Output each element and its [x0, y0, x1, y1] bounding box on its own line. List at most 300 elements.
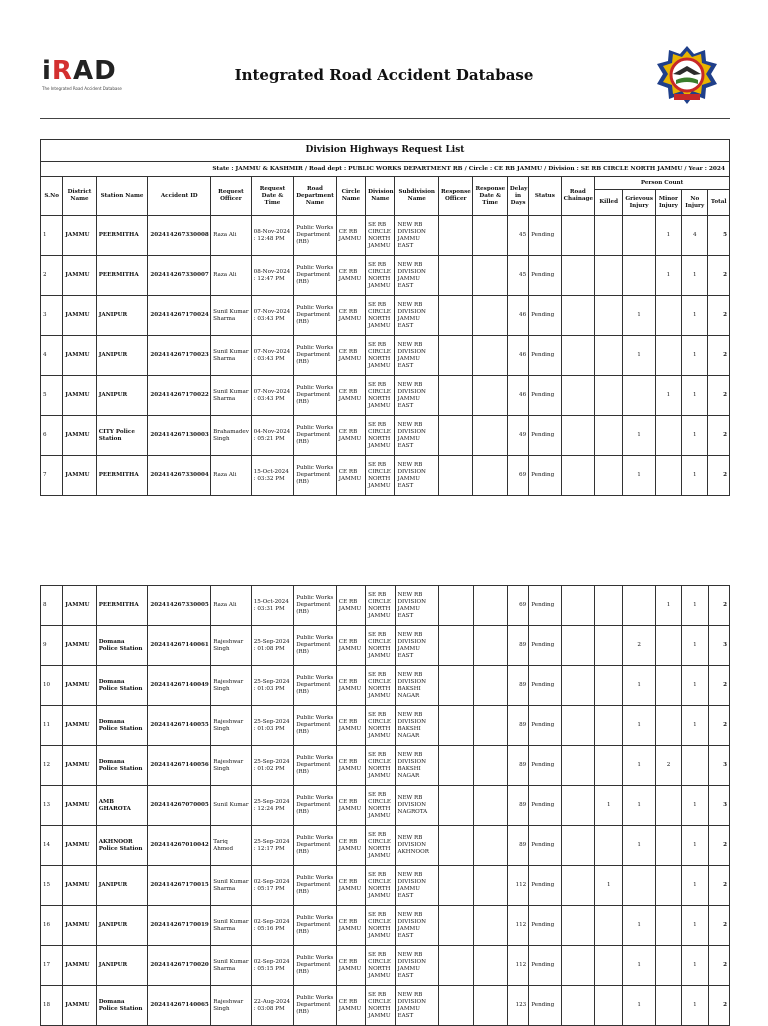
cell-no-injury: 1 — [682, 336, 708, 376]
cell-total: 2 — [708, 376, 730, 416]
cell-no-injury: 1 — [682, 256, 708, 296]
cell-subdivision: NEW RB DIVISION JAMMU EAST — [395, 456, 439, 496]
cell-accident-id: 202414267330007 — [148, 256, 211, 296]
cell-minor — [655, 666, 681, 706]
cell-chainage — [561, 906, 594, 946]
cell-road-dept: Public Works Department (RB) — [294, 746, 337, 786]
cell-grievous — [623, 866, 655, 906]
cell-killed — [595, 376, 623, 416]
table-row — [41, 216, 730, 256]
cell-delay: 46 — [507, 376, 528, 416]
cell-sno: 7 — [41, 456, 63, 496]
cell-division: SE RB CIRCLE NORTH JAMMU — [366, 586, 395, 626]
cell-status: Pending — [529, 336, 561, 376]
cell-request-dt: 02-Sep-2024 : 05:17 PM — [251, 866, 294, 906]
cell-subdivision: NEW RB DIVISION JAMMU EAST — [395, 256, 439, 296]
cell-no-injury: 1 — [682, 986, 708, 1026]
cell-officer: Raza Ali — [211, 586, 252, 626]
cell-response-dt — [473, 336, 507, 376]
cell-total: 2 — [708, 336, 730, 376]
cell-subdivision: NEW RB DIVISION JAMMU EAST — [395, 866, 439, 906]
cell-subdivision: NEW RB DIVISION JAMMU EAST — [395, 376, 439, 416]
cell-response-officer — [439, 376, 473, 416]
cell-accident-id: 202414267330008 — [148, 216, 211, 256]
cell-minor — [655, 706, 681, 746]
cell-minor — [655, 946, 681, 986]
table-row — [41, 336, 730, 376]
table-row — [41, 256, 730, 296]
header-divider — [40, 118, 730, 119]
cell-request-dt: 08-Nov-2024 : 12:47 PM — [251, 256, 294, 296]
cell-subdivision: NEW RB DIVISION BAKSHI NAGAR — [395, 746, 439, 786]
cell-status: Pending — [529, 416, 561, 456]
cell-sno: 8 — [41, 586, 63, 626]
cell-total: 3 — [708, 746, 729, 786]
cell-killed — [595, 906, 623, 946]
cell-response-officer — [439, 826, 473, 866]
cell-response-dt — [473, 376, 507, 416]
cell-response-dt — [473, 456, 507, 496]
col-header-response-officer: Response Officer — [439, 177, 473, 216]
col-header-total: Total — [708, 190, 730, 216]
cell-road-dept: Public Works Department (RB) — [294, 986, 337, 1026]
cell-response-dt — [473, 586, 507, 626]
cell-station: PEERMITHA — [96, 586, 148, 626]
cell-minor — [655, 416, 681, 456]
cell-minor — [655, 456, 681, 496]
cell-district: JAMMU — [63, 826, 96, 866]
cell-station: CITY Police Station — [96, 416, 148, 456]
cell-subdivision: NEW RB DIVISION AKHNOOR — [395, 826, 439, 866]
table-title: Division Highways Request List — [41, 140, 730, 162]
cell-grievous: 1 — [623, 986, 655, 1026]
cell-response-officer — [439, 866, 473, 906]
cell-officer: Raza Ali — [211, 456, 252, 496]
cell-road-dept: Public Works Department (RB) — [294, 786, 337, 826]
table-row — [41, 416, 730, 456]
cell-response-dt — [473, 666, 507, 706]
cell-minor — [655, 866, 681, 906]
cell-sno: 1 — [41, 216, 63, 256]
col-header-person-count: Person Count — [595, 177, 730, 190]
cell-response-dt — [473, 296, 507, 336]
cell-chainage — [561, 746, 594, 786]
cell-road-dept: Public Works Department (RB) — [294, 586, 337, 626]
cell-subdivision: NEW RB DIVISION NAGROTA — [395, 786, 439, 826]
cell-sno: 13 — [41, 786, 63, 826]
cell-district: JAMMU — [63, 296, 96, 336]
cell-sno: 9 — [41, 626, 63, 666]
col-header-subdivision: Subdivision Name — [395, 177, 439, 216]
cell-road-dept: Public Works Department (RB) — [294, 376, 337, 416]
cell-district: JAMMU — [63, 216, 96, 256]
col-header-response-dt: Response Date & Time — [473, 177, 507, 216]
cell-total: 2 — [708, 296, 730, 336]
cell-district: JAMMU — [63, 946, 96, 986]
cell-district: JAMMU — [63, 626, 96, 666]
cell-accident-id: 202414267070005 — [148, 786, 211, 826]
cell-total: 2 — [708, 666, 729, 706]
cell-killed — [595, 946, 623, 986]
cell-delay: 69 — [507, 456, 528, 496]
cell-road-dept: Public Works Department (RB) — [294, 866, 337, 906]
cell-status: Pending — [529, 586, 561, 626]
cell-division: SE RB CIRCLE NORTH JAMMU — [366, 746, 395, 786]
cell-sno: 16 — [41, 906, 63, 946]
cell-request-dt: 15-Oct-2024 : 03:31 PM — [251, 586, 294, 626]
cell-circle: CE RB JAMMU — [336, 376, 365, 416]
cell-subdivision: NEW RB DIVISION BAKSHI NAGAR — [395, 666, 439, 706]
cell-grievous: 1 — [623, 456, 655, 496]
cell-killed — [595, 746, 623, 786]
cell-no-injury: 1 — [682, 706, 708, 746]
page-header — [0, 0, 768, 118]
cell-chainage — [561, 986, 594, 1026]
requests-table-page1 — [40, 139, 730, 496]
cell-accident-id: 202414267330005 — [148, 586, 211, 626]
table-row — [41, 826, 730, 866]
cell-road-dept: Public Works Department (RB) — [294, 626, 337, 666]
cell-status: Pending — [529, 256, 561, 296]
cell-circle: CE RB JAMMU — [336, 216, 365, 256]
cell-grievous — [623, 376, 655, 416]
cell-response-dt — [473, 416, 507, 456]
cell-no-injury: 4 — [682, 216, 708, 256]
cell-grievous: 2 — [623, 626, 655, 666]
jk-police-emblem-icon — [654, 44, 720, 108]
cell-officer: Sunil Kumar Sharma — [211, 906, 252, 946]
cell-minor — [655, 826, 681, 866]
cell-station: JANIPUR — [96, 906, 148, 946]
cell-circle: CE RB JAMMU — [336, 866, 365, 906]
cell-status: Pending — [529, 456, 561, 496]
cell-request-dt: 25-Sep-2024 : 12:24 PM — [251, 786, 294, 826]
cell-division: SE RB CIRCLE NORTH JAMMU — [366, 456, 395, 496]
cell-subdivision: NEW RB DIVISION JAMMU EAST — [395, 946, 439, 986]
cell-chainage — [561, 296, 594, 336]
col-header-killed: Killed — [595, 190, 623, 216]
cell-station: JANIPUR — [96, 946, 148, 986]
table-body-page2 — [41, 586, 730, 1026]
cell-district: JAMMU — [63, 666, 96, 706]
cell-response-dt — [473, 826, 507, 866]
cell-division: SE RB CIRCLE NORTH JAMMU — [366, 946, 395, 986]
cell-no-injury: 1 — [682, 946, 708, 986]
cell-station: JANIPUR — [96, 866, 148, 906]
cell-killed — [595, 456, 623, 496]
cell-no-injury: 1 — [682, 586, 708, 626]
table-row — [41, 376, 730, 416]
cell-killed — [595, 986, 623, 1026]
cell-chainage — [561, 216, 594, 256]
cell-station: AKHNOOR Police Station — [96, 826, 148, 866]
cell-district: JAMMU — [63, 746, 96, 786]
cell-delay: 89 — [507, 626, 528, 666]
cell-sno: 2 — [41, 256, 63, 296]
col-header-minor: Minor Injury — [655, 190, 681, 216]
cell-request-dt: 22-Aug-2024 : 03:08 PM — [251, 986, 294, 1026]
cell-minor: 1 — [655, 376, 681, 416]
cell-officer: Raza Ali — [211, 256, 252, 296]
cell-delay: 112 — [507, 906, 528, 946]
cell-sno: 17 — [41, 946, 63, 986]
logo-tagline: The Integrated Road Accident Database — [42, 86, 122, 91]
cell-accident-id: 202414267170015 — [148, 866, 211, 906]
cell-no-injury: 1 — [682, 376, 708, 416]
cell-response-officer — [439, 456, 473, 496]
cell-total: 2 — [708, 586, 729, 626]
cell-total: 2 — [708, 706, 729, 746]
cell-killed: 1 — [595, 786, 623, 826]
cell-subdivision: NEW RB DIVISION JAMMU EAST — [395, 586, 439, 626]
cell-division: SE RB CIRCLE NORTH JAMMU — [366, 866, 395, 906]
cell-grievous: 1 — [623, 826, 655, 866]
cell-response-dt — [473, 906, 507, 946]
cell-chainage — [561, 626, 594, 666]
cell-minor: 1 — [655, 256, 681, 296]
cell-circle: CE RB JAMMU — [336, 626, 365, 666]
table-row — [41, 456, 730, 496]
cell-accident-id: 202414267140065 — [148, 986, 211, 1026]
cell-division: SE RB CIRCLE NORTH JAMMU — [366, 906, 395, 946]
col-header-sno: S.No — [41, 177, 63, 216]
cell-sno: 12 — [41, 746, 63, 786]
col-header-chainage: Road Chainage — [561, 177, 594, 216]
cell-status: Pending — [529, 746, 561, 786]
cell-station: PEERMITHA — [96, 216, 148, 256]
cell-accident-id: 202414267170024 — [148, 296, 211, 336]
cell-division: SE RB CIRCLE NORTH JAMMU — [366, 626, 395, 666]
cell-division: SE RB CIRCLE NORTH JAMMU — [366, 376, 395, 416]
cell-district: JAMMU — [63, 706, 96, 746]
cell-grievous: 1 — [623, 746, 655, 786]
cell-subdivision: NEW RB DIVISION JAMMU EAST — [395, 416, 439, 456]
col-header-accident-id: Accident ID — [148, 177, 211, 216]
cell-request-dt: 07-Nov-2024 : 03:43 PM — [251, 376, 294, 416]
table-row — [41, 786, 730, 826]
cell-accident-id: 202414267140061 — [148, 626, 211, 666]
cell-request-dt: 15-Oct-2024 : 03:32 PM — [251, 456, 294, 496]
cell-response-officer — [439, 336, 473, 376]
cell-killed — [595, 826, 623, 866]
cell-minor: 1 — [655, 216, 681, 256]
col-header-status: Status — [529, 177, 561, 216]
cell-chainage — [561, 786, 594, 826]
cell-response-officer — [439, 626, 473, 666]
cell-station: Domana Police Station — [96, 626, 148, 666]
col-header-station: Station Name — [96, 177, 148, 216]
cell-road-dept: Public Works Department (RB) — [294, 826, 337, 866]
cell-officer: Rajeshwar Singh — [211, 666, 252, 706]
cell-officer: Rajeshwar Singh — [211, 746, 252, 786]
cell-status: Pending — [529, 786, 561, 826]
cell-total: 2 — [708, 456, 730, 496]
cell-accident-id: 202414267170022 — [148, 376, 211, 416]
cell-subdivision: NEW RB DIVISION JAMMU EAST — [395, 986, 439, 1026]
cell-chainage — [561, 666, 594, 706]
col-header-officer: Request Officer — [211, 177, 252, 216]
cell-response-officer — [439, 786, 473, 826]
cell-minor — [655, 986, 681, 1026]
cell-response-dt — [473, 786, 507, 826]
cell-road-dept: Public Works Department (RB) — [294, 706, 337, 746]
cell-district: JAMMU — [63, 786, 96, 826]
cell-total: 2 — [708, 986, 729, 1026]
cell-no-injury: 1 — [682, 456, 708, 496]
cell-subdivision: NEW RB DIVISION JAMMU EAST — [395, 216, 439, 256]
cell-circle: CE RB JAMMU — [336, 666, 365, 706]
cell-division: SE RB CIRCLE NORTH JAMMU — [366, 706, 395, 746]
cell-grievous: 1 — [623, 786, 655, 826]
col-header-circle: Circle Name — [336, 177, 365, 216]
cell-officer: Brahamadev Singh — [211, 416, 252, 456]
cell-response-dt — [473, 866, 507, 906]
cell-division: SE RB CIRCLE NORTH JAMMU — [366, 416, 395, 456]
cell-officer: Sunil Kumar Sharma — [211, 866, 252, 906]
cell-circle: CE RB JAMMU — [336, 416, 365, 456]
cell-request-dt: 02-Sep-2024 : 05:16 PM — [251, 906, 294, 946]
cell-circle: CE RB JAMMU — [336, 746, 365, 786]
cell-circle: CE RB JAMMU — [336, 586, 365, 626]
cell-total: 2 — [708, 906, 729, 946]
cell-killed: 1 — [595, 866, 623, 906]
cell-total: 5 — [708, 216, 730, 256]
cell-minor — [655, 336, 681, 376]
table-row — [41, 706, 730, 746]
cell-officer: Rajeshwar Singh — [211, 626, 252, 666]
cell-station: Domana Police Station — [96, 746, 148, 786]
cell-grievous: 1 — [623, 336, 655, 376]
cell-minor — [655, 786, 681, 826]
cell-accident-id: 202414267010042 — [148, 826, 211, 866]
cell-chainage — [561, 826, 594, 866]
table-row — [41, 906, 730, 946]
cell-officer: Sunil Kumar Sharma — [211, 336, 252, 376]
cell-delay: 45 — [507, 216, 528, 256]
cell-total: 3 — [708, 786, 729, 826]
cell-request-dt: 25-Sep-2024 : 01:03 PM — [251, 666, 294, 706]
cell-grievous — [623, 586, 655, 626]
cell-circle: CE RB JAMMU — [336, 946, 365, 986]
cell-circle: CE RB JAMMU — [336, 706, 365, 746]
cell-sno: 15 — [41, 866, 63, 906]
cell-officer: Raza Ali — [211, 216, 252, 256]
cell-subdivision: NEW RB DIVISION JAMMU EAST — [395, 296, 439, 336]
cell-accident-id: 202414267140049 — [148, 666, 211, 706]
cell-no-injury: 1 — [682, 906, 708, 946]
cell-division: SE RB CIRCLE NORTH JAMMU — [366, 666, 395, 706]
cell-response-dt — [473, 626, 507, 666]
cell-road-dept: Public Works Department (RB) — [294, 216, 337, 256]
cell-district: JAMMU — [63, 906, 96, 946]
cell-killed — [595, 666, 623, 706]
cell-response-officer — [439, 986, 473, 1026]
cell-accident-id: 202414267170019 — [148, 906, 211, 946]
cell-grievous: 1 — [623, 946, 655, 986]
cell-circle: CE RB JAMMU — [336, 456, 365, 496]
cell-grievous: 1 — [623, 416, 655, 456]
cell-officer: Sunil Kumar Sharma — [211, 946, 252, 986]
cell-grievous: 1 — [623, 706, 655, 746]
cell-station: Domana Police Station — [96, 986, 148, 1026]
col-header-delay: Delay in Days — [507, 177, 528, 216]
cell-request-dt: 25-Sep-2024 : 12:17 PM — [251, 826, 294, 866]
cell-chainage — [561, 456, 594, 496]
cell-road-dept: Public Works Department (RB) — [294, 416, 337, 456]
cell-district: JAMMU — [63, 256, 96, 296]
cell-division: SE RB CIRCLE NORTH JAMMU — [366, 986, 395, 1026]
cell-delay: 112 — [507, 946, 528, 986]
table-subtitle: State : JAMMU & KASHMIR / Road dept : PUBLIC WORKS DEPARTMENT RB / Circle : CE RB JAMMU / Division : SE RB CIRCLE NORTH JAMMU / Year : 2024 — [41, 162, 730, 177]
cell-road-dept: Public Works Department (RB) — [294, 666, 337, 706]
cell-officer: Sunil Kumar Sharma — [211, 296, 252, 336]
cell-sno: 3 — [41, 296, 63, 336]
page-title: Integrated Road Accident Database — [234, 66, 534, 84]
cell-sno: 14 — [41, 826, 63, 866]
cell-killed — [595, 586, 623, 626]
cell-officer: Tariq Ahmed — [211, 826, 252, 866]
cell-subdivision: NEW RB DIVISION JAMMU EAST — [395, 336, 439, 376]
cell-status: Pending — [529, 376, 561, 416]
cell-officer: Rajeshwar Singh — [211, 986, 252, 1026]
cell-circle: CE RB JAMMU — [336, 786, 365, 826]
cell-no-injury: 1 — [682, 296, 708, 336]
cell-circle: CE RB JAMMU — [336, 336, 365, 376]
cell-station: PEERMITHA — [96, 256, 148, 296]
cell-no-injury: 1 — [682, 786, 708, 826]
cell-request-dt: 07-Nov-2024 : 03:43 PM — [251, 296, 294, 336]
cell-road-dept: Public Works Department (RB) — [294, 946, 337, 986]
table-row — [41, 626, 730, 666]
cell-division: SE RB CIRCLE NORTH JAMMU — [366, 826, 395, 866]
cell-circle: CE RB JAMMU — [336, 296, 365, 336]
requests-table-page2 — [40, 585, 730, 1026]
cell-request-dt: 08-Nov-2024 : 12:48 PM — [251, 216, 294, 256]
table-row — [41, 586, 730, 626]
cell-officer: Sunil Kumar Sharma — [211, 376, 252, 416]
col-header-request-dt: Request Date & Time — [251, 177, 294, 216]
cell-grievous: 1 — [623, 906, 655, 946]
cell-accident-id: 202414267140055 — [148, 706, 211, 746]
cell-sno: 4 — [41, 336, 63, 376]
cell-total: 2 — [708, 946, 729, 986]
table-row — [41, 666, 730, 706]
cell-response-officer — [439, 416, 473, 456]
table-row — [41, 946, 730, 986]
cell-division: SE RB CIRCLE NORTH JAMMU — [366, 216, 395, 256]
cell-district: JAMMU — [63, 586, 96, 626]
cell-division: SE RB CIRCLE NORTH JAMMU — [366, 256, 395, 296]
cell-station: JANIPUR — [96, 336, 148, 376]
cell-killed — [595, 296, 623, 336]
cell-delay: 89 — [507, 746, 528, 786]
cell-killed — [595, 216, 623, 256]
cell-killed — [595, 416, 623, 456]
cell-status: Pending — [529, 946, 561, 986]
cell-response-dt — [473, 706, 507, 746]
cell-road-dept: Public Works Department (RB) — [294, 336, 337, 376]
cell-response-officer — [439, 256, 473, 296]
cell-road-dept: Public Works Department (RB) — [294, 906, 337, 946]
cell-road-dept: Public Works Department (RB) — [294, 256, 337, 296]
cell-total: 3 — [708, 626, 729, 666]
cell-station: JANIPUR — [96, 376, 148, 416]
cell-district: JAMMU — [63, 416, 96, 456]
cell-district: JAMMU — [63, 866, 96, 906]
cell-division: SE RB CIRCLE NORTH JAMMU — [366, 786, 395, 826]
cell-sno: 18 — [41, 986, 63, 1026]
cell-no-injury — [682, 746, 708, 786]
